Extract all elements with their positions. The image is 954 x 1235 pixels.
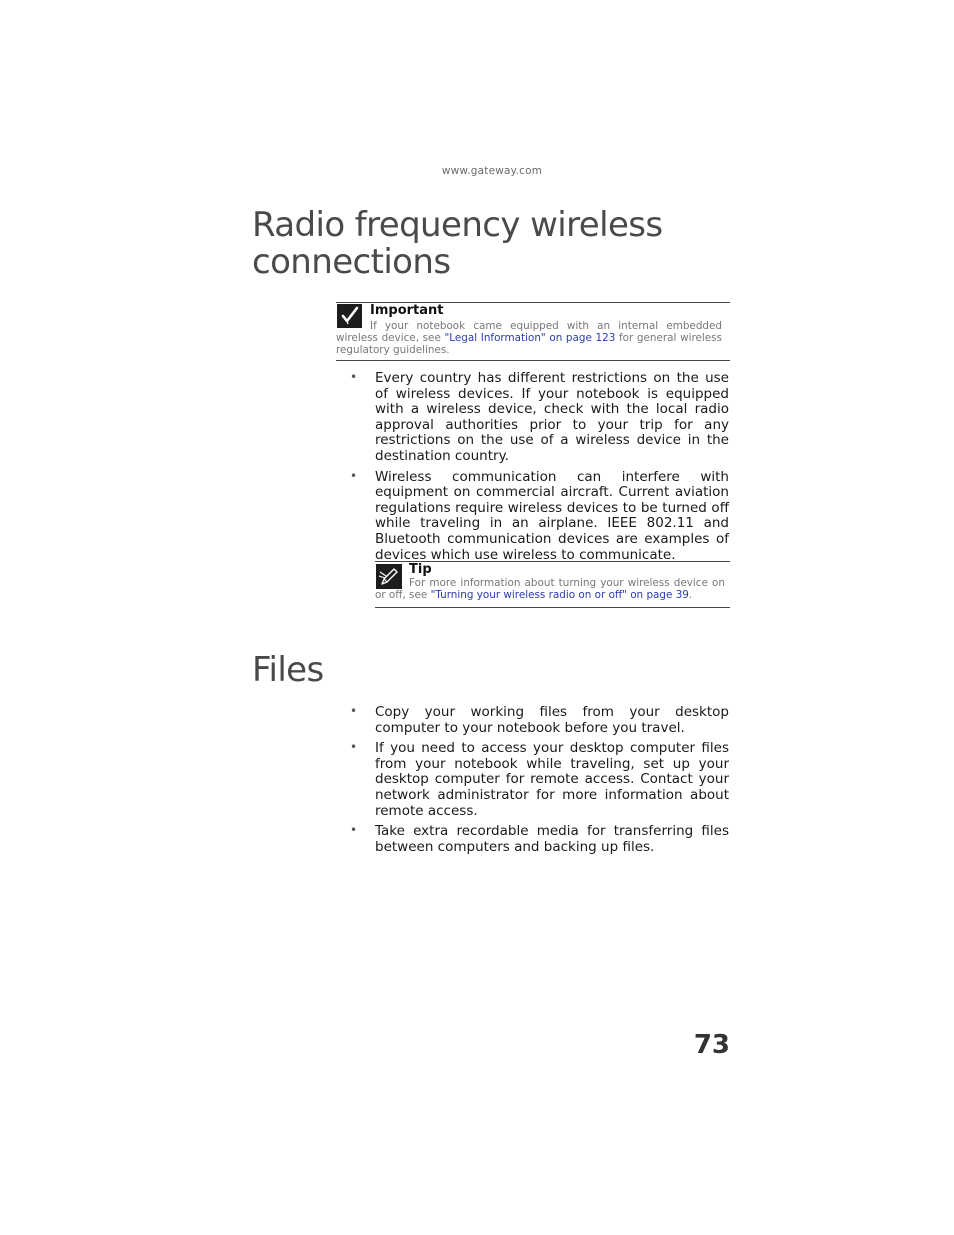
important-title: Important [370,303,444,318]
bullet-icon: • [350,704,358,718]
list-item: • Wireless communication can interfere with equipment on commercial aircraft. Current aviation regulations require wireless devices to be turned off while traveling in an airplane. IEEE 802.11 and Bluetooth communication devices are examples of devices which use wireless to communicate. [350,468,729,563]
important-text: If your notebook came equipped with an internal embedded wireless device, see "Legal Information" on page 123 for general wireless regulatory guidelines. [336,320,722,356]
page-number: 73 [693,1030,730,1060]
turning-wireless-link[interactable]: "Turning your wireless radio on or off" on page 39 [430,589,689,601]
section-heading-radio: Radio frequency wireless connections [252,205,663,282]
tip-title: Tip [409,562,432,577]
list-item: • Every country has different restrictions on the use of wireless devices. If your notebook is equipped with a wireless device, check with the local radio approval authorities prior to your trip for any restrictions on the use of a wireless device in the destination country. [350,370,729,464]
list-item: • Take extra recordable media for transferring files between computers and backing up files. [350,823,729,855]
section-heading-files: Files [252,650,324,690]
site-url: www.gateway.com [441,165,543,177]
bullet-icon: • [350,468,358,483]
legal-information-link[interactable]: "Legal Information" on page 123 [444,332,616,344]
bullet-icon: • [350,740,358,755]
bullet-icon: • [350,823,358,838]
radio-bullet-list [349,371,729,568]
bullet-icon: • [350,370,358,384]
list-item: • If you need to access your desktop computer files from your notebook while traveling, set up your desktop computer for remote access. Contact your network administrator for more information about remote access. [350,740,729,819]
list-item: • Copy your working files from your desktop computer to your notebook before you travel. [350,704,729,736]
files-bullet-list [349,705,729,860]
important-callout [336,302,730,361]
tip-text: For more information about turning your wireless device on or off, see "Turning your wireless radio on or off" on page 39. [375,577,725,601]
tip-callout [375,561,730,608]
